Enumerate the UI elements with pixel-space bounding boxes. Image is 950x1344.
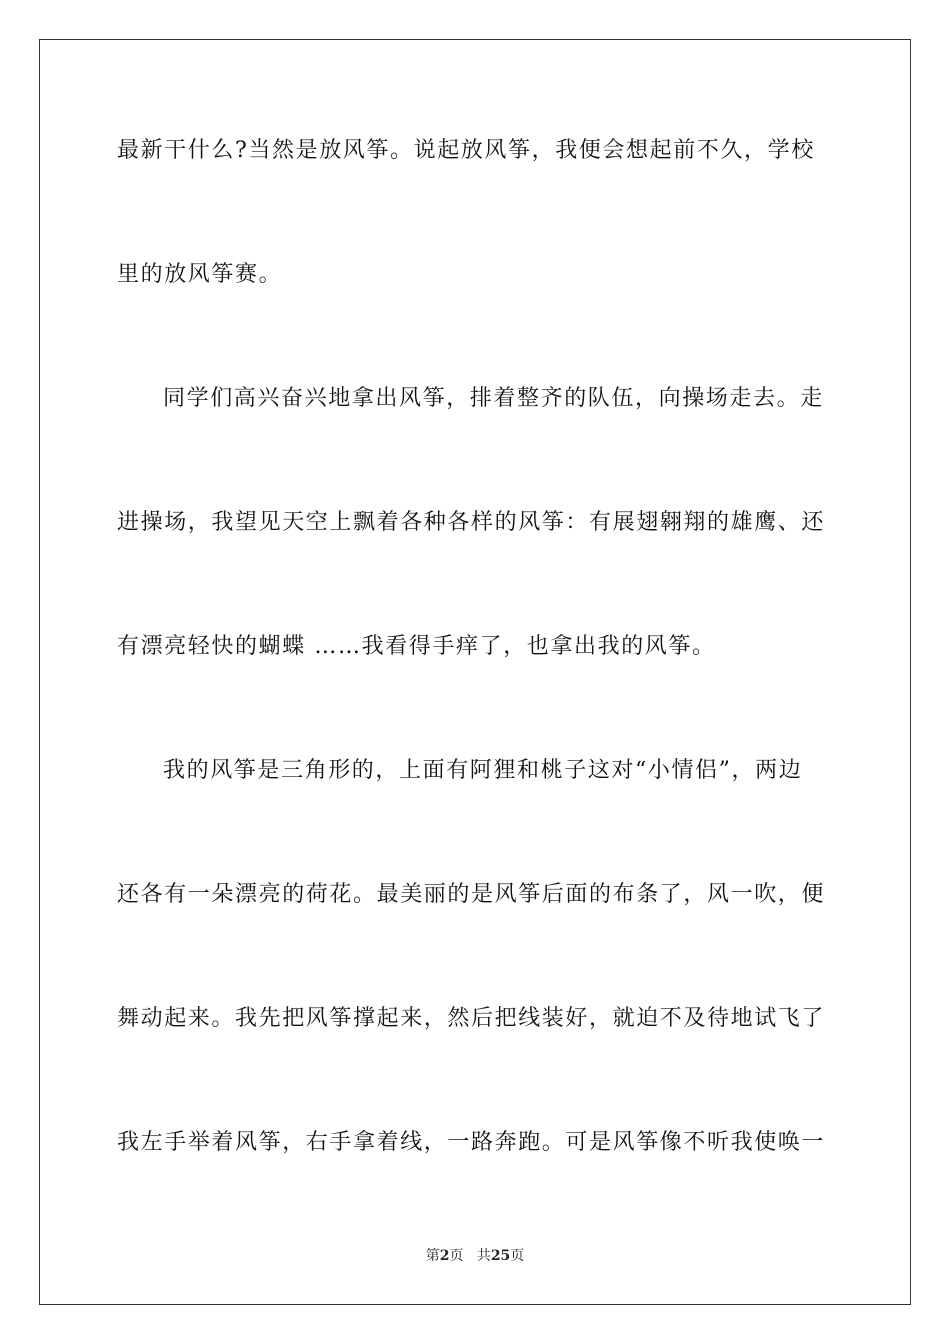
- text-line: 舞动起来。我先把风筝撑起来，然后把线装好，就迫不及待地试飞了: [117, 1006, 826, 1031]
- total-pages: 25: [490, 1248, 511, 1264]
- page-prefix: 第: [425, 1248, 440, 1264]
- page-number: 2: [439, 1248, 450, 1264]
- text-line: 我左手举着风筝，右手拿着线，一路奔跑。可是风筝像不听我使唤一: [117, 1130, 826, 1155]
- text-line: 还各有一朵漂亮的荷花。最美丽的是风筝后面的布条了，风一吹，便: [117, 882, 826, 907]
- page-footer: [0, 1246, 950, 1266]
- text-line: 里的放风筝赛。: [117, 262, 283, 287]
- text-line: 有漂亮轻快的蝴蝶 ……我看得手痒了，也拿出我的风筝。: [117, 634, 716, 659]
- text-line: 我的风筝是三角形的，上面有阿狸和桃子这对“小情侣”，两边: [163, 758, 803, 783]
- text-line: 进操场，我望见天空上飘着各种各样的风筝：有展翅翱翔的雄鹰、还: [117, 510, 826, 535]
- total-prefix: 共: [476, 1248, 491, 1264]
- text-line: 最新干什么?当然是放风筝。说起放风筝，我便会想起前不久，学校: [117, 138, 815, 163]
- page-suffix: 页: [449, 1248, 464, 1264]
- text-line: 同学们高兴奋兴地拿出风筝，排着整齐的队伍，向操场走去。走: [163, 386, 824, 411]
- page-border: [39, 39, 911, 1305]
- total-suffix: 页: [510, 1248, 525, 1264]
